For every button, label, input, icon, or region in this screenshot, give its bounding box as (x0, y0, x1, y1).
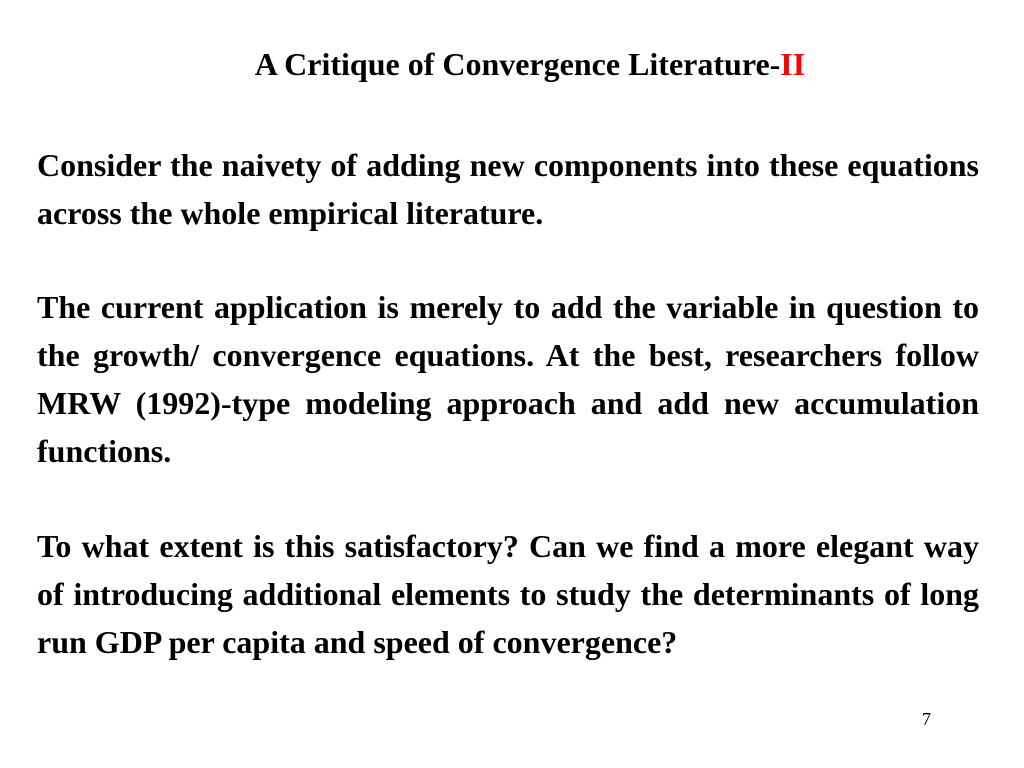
slide-title (0, 44, 1024, 84)
paragraph-naivety: Consider the naivety of adding new components into these equations across the whole empirical literature. (37, 147, 979, 231)
paragraph-current-application: The current application is merely to add the variable in question to the growth/ convergence equations. At the best, researchers follow MRW (1992)-type modeling approach and add new accumulation functions. (37, 289, 979, 469)
slide-title-accent: II (780, 46, 806, 82)
page-number: 7 (922, 709, 931, 729)
slide-title-text: A Critique of Convergence Literature- (254, 46, 781, 82)
paragraph-question: To what extent is this satisfactory? Can we find a more elegant way of introducing additional elements to study the determinants of long run GDP per capita and speed of convergence? (37, 528, 979, 660)
